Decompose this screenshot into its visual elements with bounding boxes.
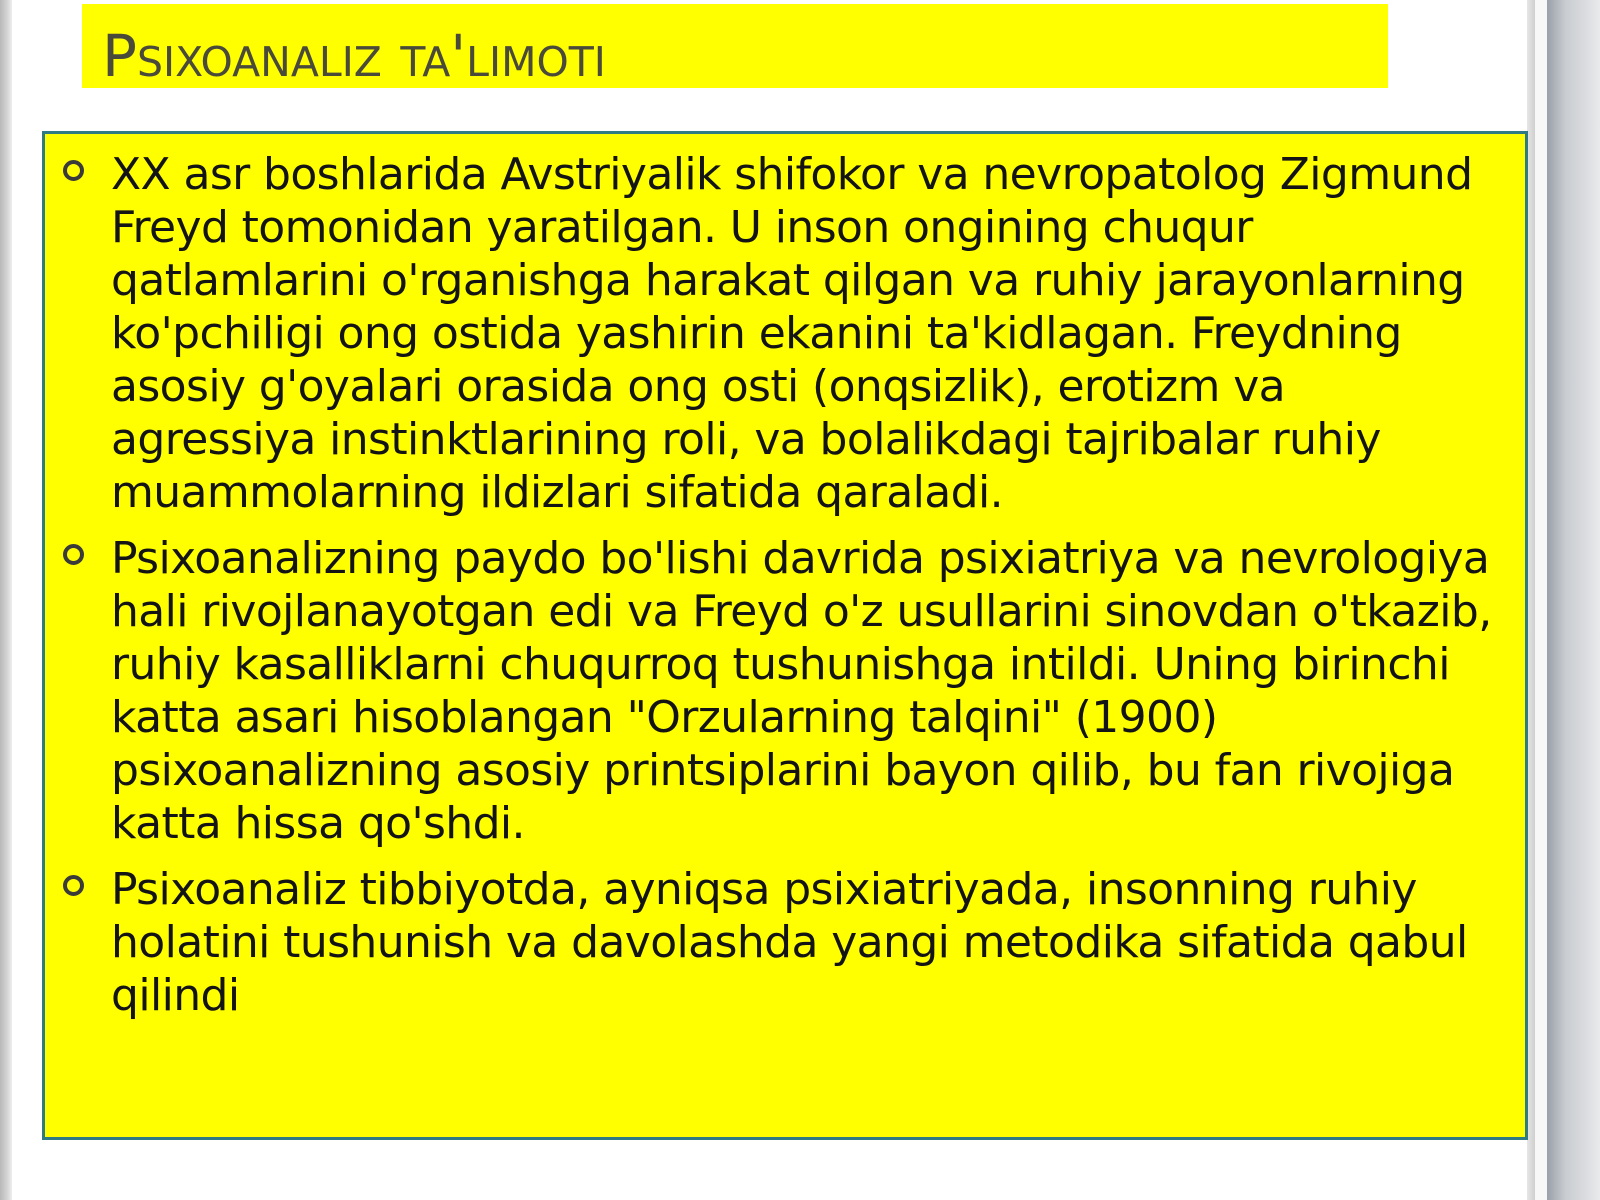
slide-right-frame — [1547, 0, 1600, 1200]
hollow-circle-bullet-icon — [63, 160, 84, 181]
slide-right-border — [1527, 0, 1535, 1200]
bullet-text: XX asr boshlarida Avstriyalik shifokor va nevropatolog Zigmund Freyd tomonidan yaratilgan. U inson ongining chuqur qatlamlarini o'rganishga harakat qilgan va ruhiy jarayonlarning ko'pchiligi ong ostida yashirin ekanini ta'kidlagan. Freydning asosiy g'oyalari orasida ong osti (onqsizlik), erotizm va agressiya instinktlarining roli, va bolalikdagi tajribalar ruhiy muammolarning ildizlari sifatida qaraladi. — [111, 149, 1473, 518]
hollow-circle-bullet-icon — [63, 544, 84, 565]
slide-right-gap — [1535, 0, 1547, 1200]
bullet-item — [63, 863, 1503, 1022]
title-highlight-band — [82, 4, 1388, 88]
slide-title: Psixoanaliz ta'limoti — [102, 22, 606, 90]
bullet-text: Psixoanaliz tibbiyotda, ayniqsa psixiatriyada, insonning ruhiy holatini tushunish va davolashda yangi metodika sifatida qabul qilindi — [111, 864, 1468, 1021]
bullet-text: Psixoanalizning paydo bo'lishi davrida psixiatriya va nevrologiya hali rivojlanayotgan edi va Freyd o'z usullarini sinovdan o'tkazib, ruhiy kasalliklarni chuqurroq tushunishga intildi. Uning birinchi katta asari hisoblangan "Orzularning talqini" (1900) psixoanalizning asosiy printsiplarini bayon qilib, bu fan rivojiga katta hissa qo'shdi. — [111, 533, 1492, 849]
bullet-item — [63, 532, 1503, 850]
bullet-item — [63, 148, 1503, 519]
bullet-list — [63, 148, 1503, 1035]
content-box — [42, 131, 1528, 1140]
hollow-circle-bullet-icon — [63, 875, 84, 896]
slide-left-border — [0, 0, 12, 1200]
